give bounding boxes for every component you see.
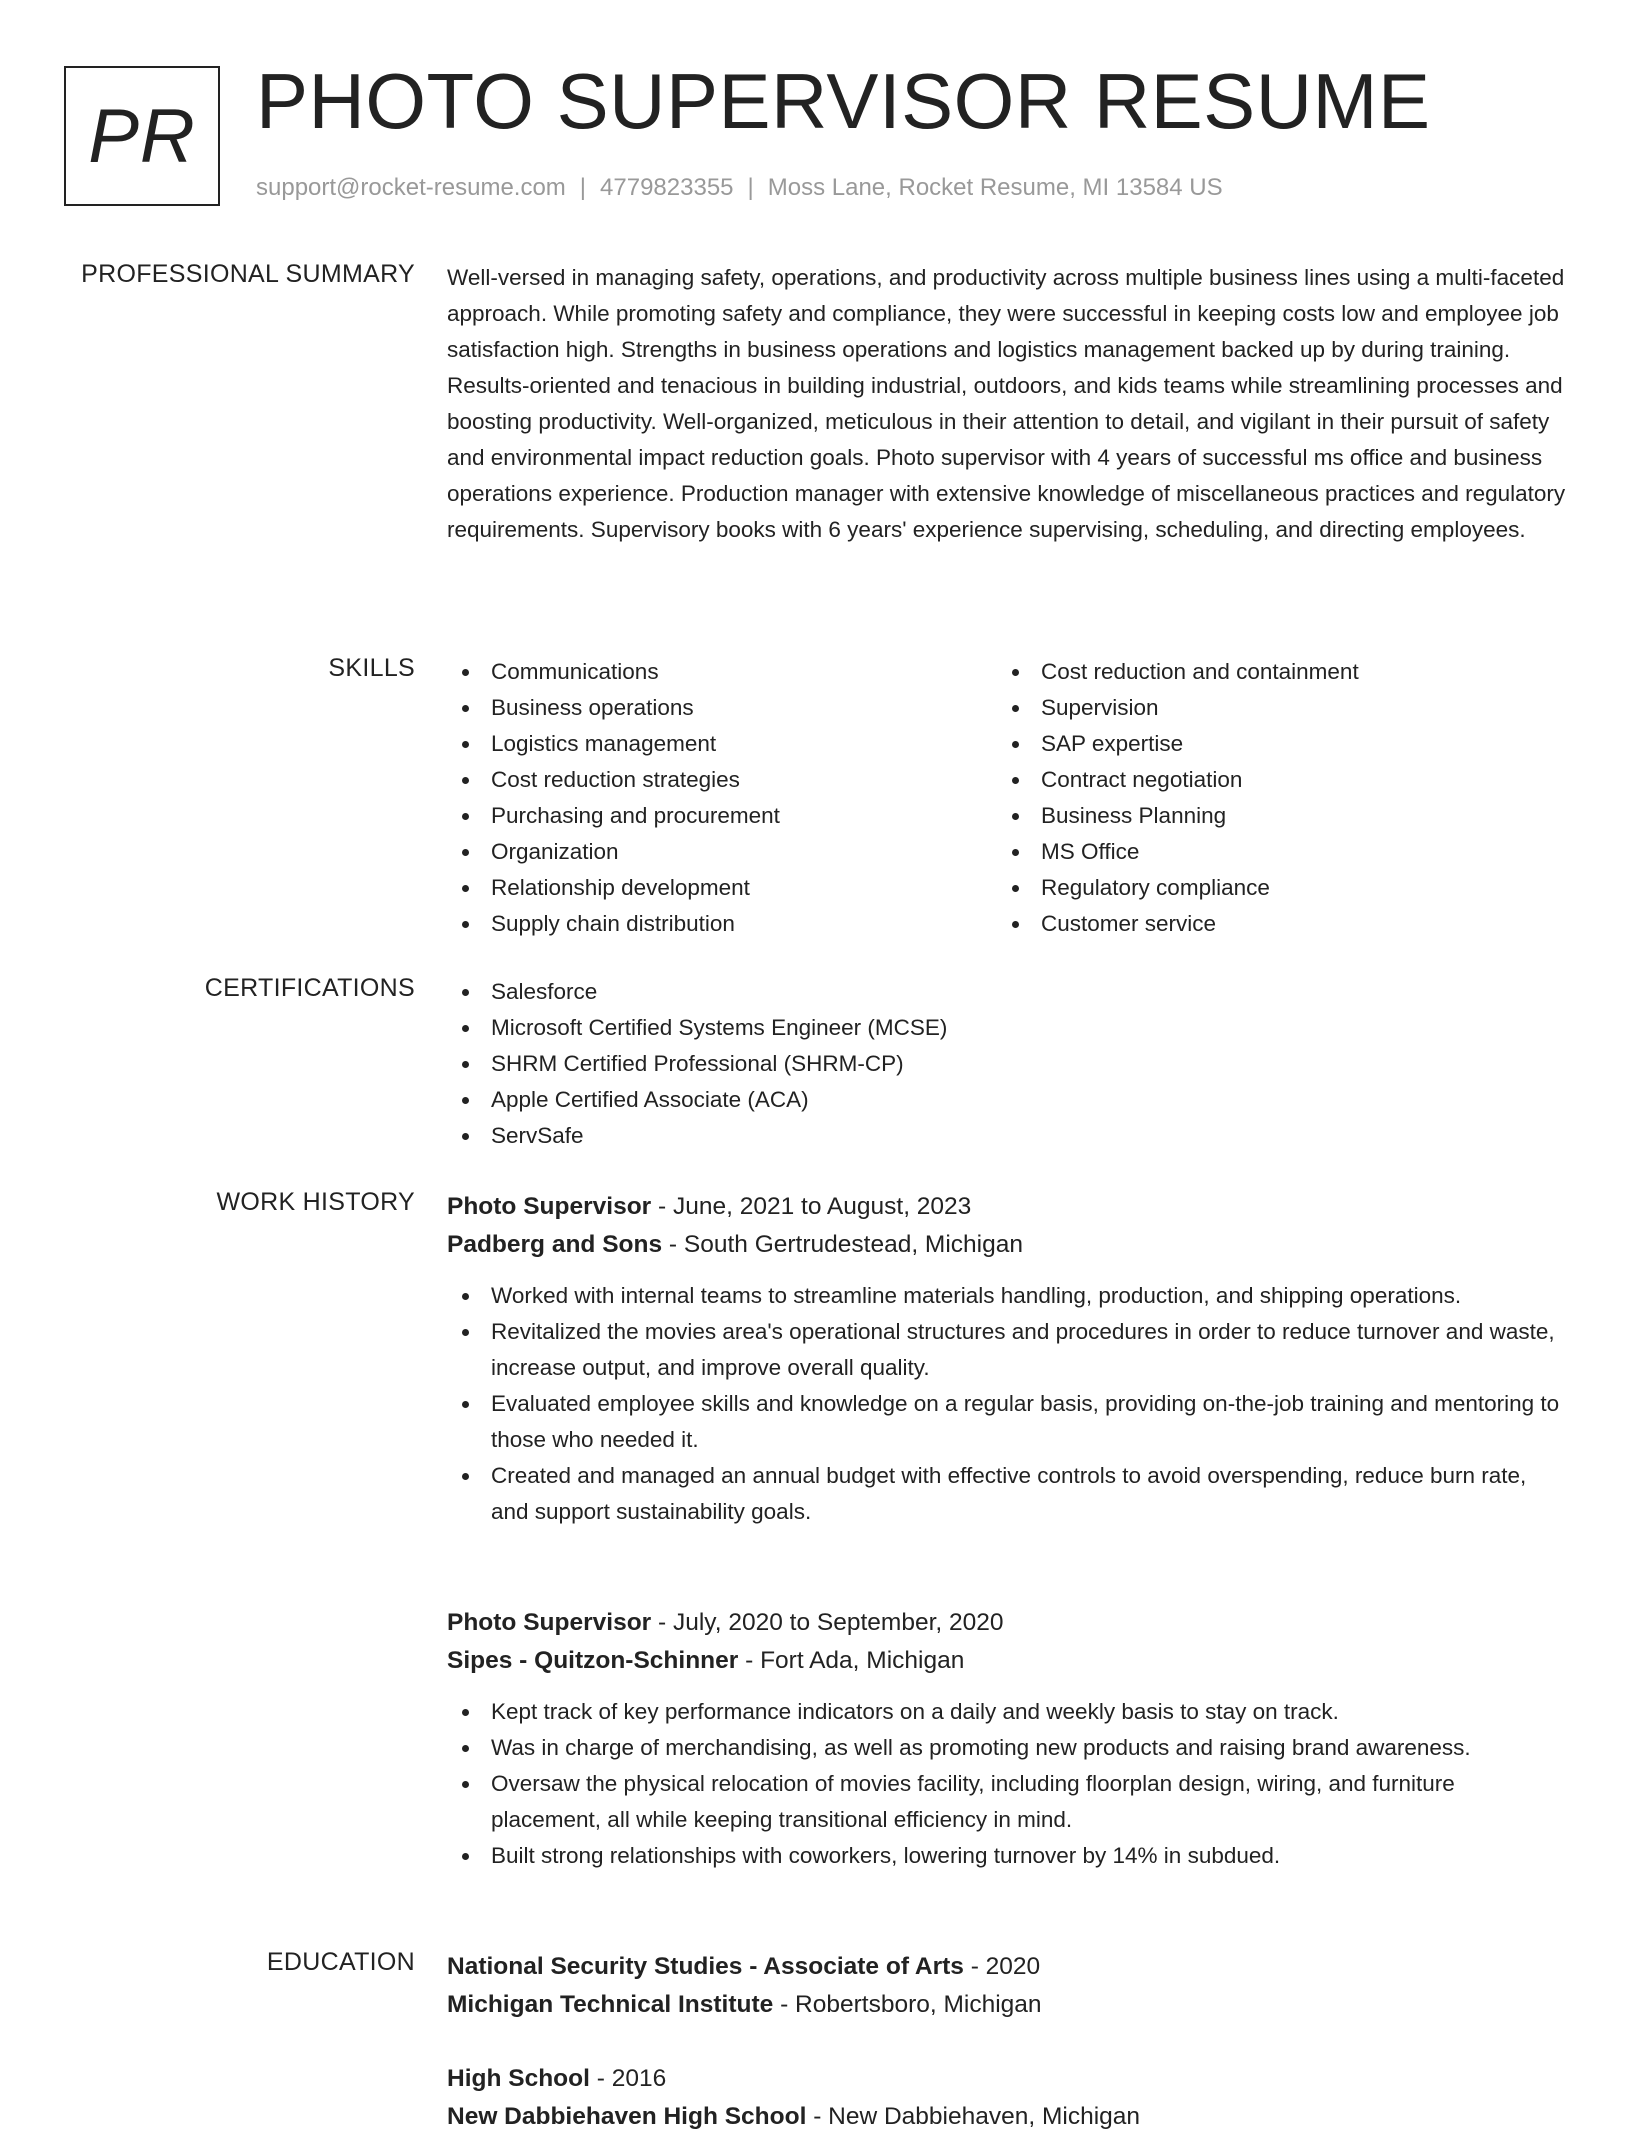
list-item: Apple Certified Associate (ACA) <box>447 1082 1567 1118</box>
list-item: Business operations <box>447 690 997 726</box>
company-name: Padberg and Sons <box>447 1231 663 1258</box>
school-location: - New Dabbiehaven, Michigan <box>806 2103 1141 2130</box>
list-item: SAP expertise <box>997 726 1547 762</box>
list-item: Relationship development <box>447 870 997 906</box>
degree-name: High School <box>447 2065 590 2092</box>
summary-heading: PROFESSIONAL SUMMARY <box>81 260 415 288</box>
work-entry <box>447 1188 1567 1530</box>
list-item: Oversaw the physical relocation of movies facility, including floorplan design, wiring, and furniture placement, all while keeping transitional efficiency in mind. <box>447 1766 1567 1838</box>
list-item: Microsoft Certified Systems Engineer (MCSE) <box>447 1010 1567 1046</box>
company-name: Sipes - Quitzon-Schinner <box>447 1647 739 1674</box>
list-item: Was in charge of merchandising, as well as promoting new products and raising brand awareness. <box>447 1730 1567 1766</box>
list-item: Customer service <box>997 906 1547 942</box>
school-name: New Dabbiehaven High School <box>447 2103 807 2130</box>
company-location: - Fort Ada, Michigan <box>738 1647 965 1674</box>
education-entry <box>447 1948 1567 2024</box>
list-item: Supervision <box>997 690 1547 726</box>
skills-list-left <box>447 654 997 942</box>
degree-name: National Security Studies - Associate of Arts <box>447 1953 964 1980</box>
monogram-badge: PR <box>64 66 220 206</box>
job-title: Photo Supervisor <box>447 1193 652 1220</box>
list-item: Business Planning <box>997 798 1547 834</box>
degree-line <box>447 2060 1567 2098</box>
certifications-heading: CERTIFICATIONS <box>204 974 415 1002</box>
list-item: Contract negotiation <box>997 762 1547 798</box>
school-name: Michigan Technical Institute <box>447 1991 774 2018</box>
list-item: Organization <box>447 834 997 870</box>
work-history-heading: WORK HISTORY <box>216 1188 415 1216</box>
degree-line <box>447 1948 1567 1986</box>
list-item: MS Office <box>997 834 1547 870</box>
skills-heading: SKILLS <box>328 654 415 682</box>
company-location: - South Gertrudestead, Michigan <box>662 1231 1023 1258</box>
contact-separator: | <box>747 174 754 201</box>
work-entry <box>447 1604 1567 1874</box>
company-line <box>447 1642 1567 1680</box>
contact-phone[interactable]: 4779823355 <box>600 174 734 201</box>
contact-separator: | <box>579 174 587 201</box>
job-title-line <box>447 1188 1567 1226</box>
list-item: ServSafe <box>447 1118 1567 1154</box>
skills-list-right <box>997 654 1547 942</box>
list-item: Supply chain distribution <box>447 906 997 942</box>
list-item: Worked with internal teams to streamline materials handling, production, and shipping operations. <box>447 1278 1567 1314</box>
contact-email[interactable]: support@rocket-resume.com <box>256 174 566 201</box>
contact-address: Moss Lane, Rocket Resume, MI 13584 US <box>767 174 1223 201</box>
list-item: Created and managed an annual budget with effective controls to avoid overspending, reduce burn rate, and support sustainability goals. <box>447 1458 1567 1530</box>
list-item: Purchasing and procurement <box>447 798 997 834</box>
job-title: Photo Supervisor <box>447 1609 652 1636</box>
school-location: - Robertsboro, Michigan <box>773 1991 1042 2018</box>
page-title: PHOTO SUPERVISOR RESUME <box>256 57 1431 145</box>
list-item: Communications <box>447 654 997 690</box>
list-item: Logistics management <box>447 726 997 762</box>
list-item: Cost reduction and containment <box>997 654 1547 690</box>
job-duties <box>447 1694 1567 1874</box>
school-line <box>447 1986 1567 2024</box>
degree-year: - 2016 <box>589 2065 667 2092</box>
job-dates: - June, 2021 to August, 2023 <box>651 1193 972 1220</box>
list-item: Kept track of key performance indicators on a daily and weekly basis to stay on track. <box>447 1694 1567 1730</box>
list-item: Cost reduction strategies <box>447 762 997 798</box>
summary-text: Well-versed in managing safety, operations, and productivity across multiple business lines using a multi-faceted approach. While promoting safety and compliance, they were successful in keeping costs low and employee job satisfaction high. Strengths in business operations and logistics management backed up by during training. Results-oriented and tenacious in building industrial, outdoors, and kids teams while streamlining processes and boosting productivity. Well-organized, meticulous in their attention to detail, and vigilant in their pursuit of safety and environmental impact reduction goals. Photo supervisor with 4 years of successful ms office and business operations experience. Production manager with extensive knowledge of miscellaneous practices and regulatory requirements. Supervisory books with 6 years' experience supervising, scheduling, and directing employees. <box>447 265 1566 542</box>
job-dates: - July, 2020 to September, 2020 <box>651 1609 1004 1636</box>
list-item: Regulatory compliance <box>997 870 1547 906</box>
education-entry <box>447 2060 1567 2136</box>
job-title-line <box>447 1604 1567 1642</box>
education-heading: EDUCATION <box>266 1948 415 1976</box>
list-item: Evaluated employee skills and knowledge on a regular basis, providing on-the-job training and mentoring to those who needed it. <box>447 1386 1567 1458</box>
list-item: SHRM Certified Professional (SHRM-CP) <box>447 1046 1567 1082</box>
list-item: Salesforce <box>447 974 1567 1010</box>
school-line <box>447 2098 1567 2136</box>
list-item: Revitalized the movies area's operational structures and procedures in order to reduce turnover and waste, increase output, and improve overall quality. <box>447 1314 1567 1386</box>
list-item: Built strong relationships with coworkers, lowering turnover by 14% in subdued. <box>447 1838 1567 1874</box>
company-line <box>447 1226 1567 1264</box>
degree-year: - 2020 <box>963 1953 1041 1980</box>
job-duties <box>447 1278 1567 1530</box>
certifications-list <box>447 974 1567 1154</box>
contact-line <box>256 174 1223 202</box>
